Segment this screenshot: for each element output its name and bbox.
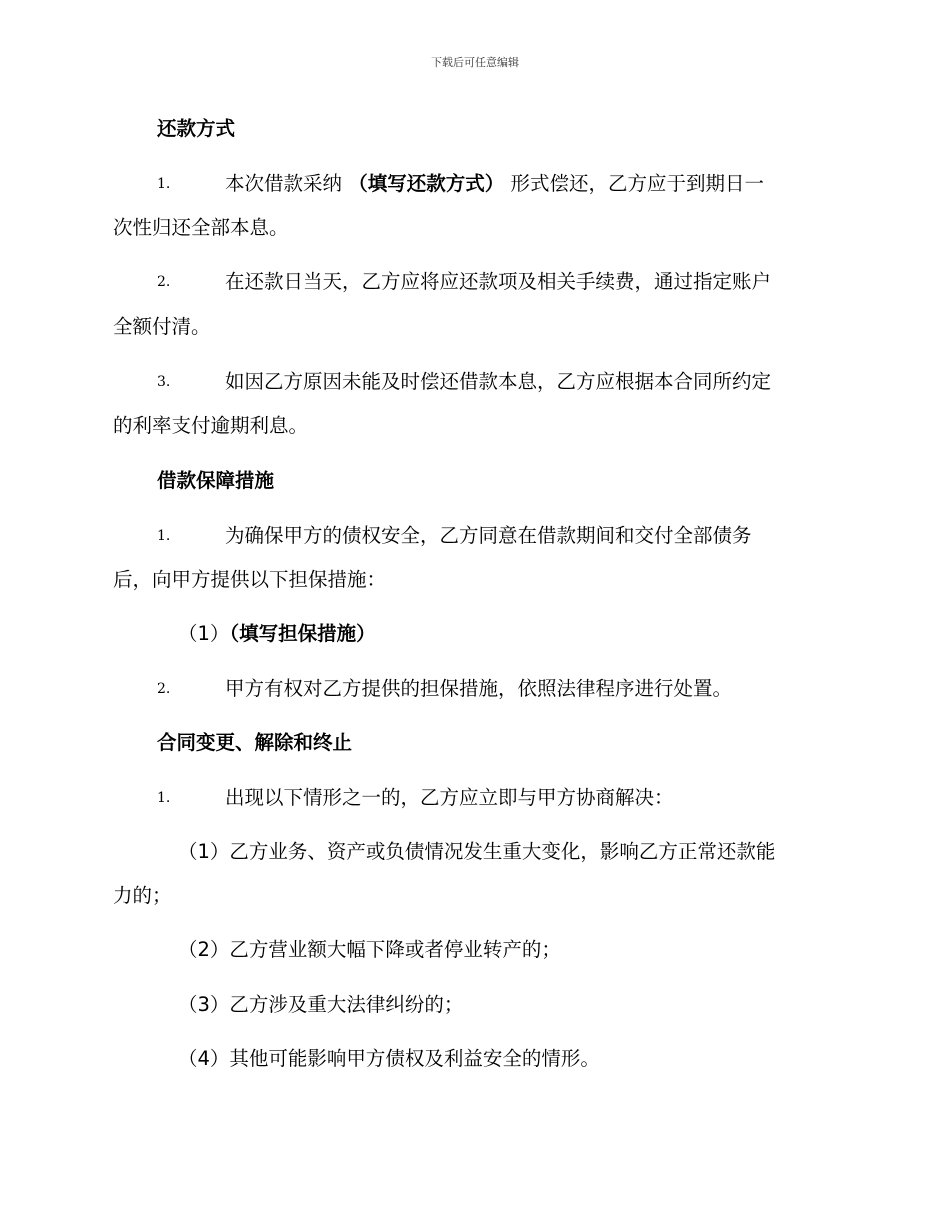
paragraph-continuation: 次性归还全部本息。 <box>113 216 289 239</box>
sub-item-line: （3）乙方涉及重大法律纠纷的； <box>178 993 464 1016</box>
paragraph-line: 在还款日当天，乙方应将应还款项及相关手续费，通过指定账户 <box>225 270 772 293</box>
paragraph-continuation: 力的； <box>113 884 172 907</box>
item-text: 本次借款采纳 <box>225 172 343 195</box>
paragraph-continuation: 后，向甲方提供以下担保措施： <box>113 568 387 591</box>
sub-item-line: （2）乙方营业额大幅下降或者停业转产的； <box>178 938 561 961</box>
paragraph-line: 为确保甲方的债权安全，乙方同意在借款期间和交付全部债务 <box>225 524 752 547</box>
item-number: 3. <box>157 374 171 390</box>
paragraph-continuation: 全额付清。 <box>113 315 211 338</box>
page-header: 下载后可任意编辑 <box>431 56 519 69</box>
item-number: 1. <box>157 176 171 192</box>
section-heading-guarantee: 借款保障措施 <box>157 469 275 492</box>
paragraph-line: 甲方有权对乙方提供的担保措施，依照法律程序进行处置。 <box>225 677 733 700</box>
item-number: 2. <box>157 274 171 290</box>
item-text: 形式偿还，乙方应于到期日一 <box>510 172 764 195</box>
sub-item-number: （1） <box>178 622 230 645</box>
paragraph-continuation: 的利率支付逾期利息。 <box>113 414 309 437</box>
section-heading-repayment: 还款方式 <box>157 117 236 140</box>
item-number: 1. <box>157 528 171 544</box>
sub-item-line: （4）其他可能影响甲方债权及利益安全的情形。 <box>178 1047 600 1070</box>
sub-item-line <box>178 622 376 646</box>
paragraph-line: 出现以下情形之一的，乙方应立即与甲方协商解决： <box>225 786 674 809</box>
item-number: 2. <box>157 681 171 697</box>
paragraph-line: 如因乙方原因未能及时偿还借款本息，乙方应根据本合同所约定 <box>225 370 772 393</box>
sub-item-line: （1）乙方业务、资产或负债情况发生重大变化，影响乙方正常还款能 <box>178 840 776 863</box>
section-heading-contract-change: 合同变更、解除和终止 <box>157 731 353 754</box>
item-number: 1. <box>157 790 171 806</box>
paragraph-line <box>225 172 764 196</box>
fill-in-placeholder: （填写担保措施） <box>229 622 376 645</box>
fill-in-placeholder: （填写还款方式） <box>348 172 505 195</box>
